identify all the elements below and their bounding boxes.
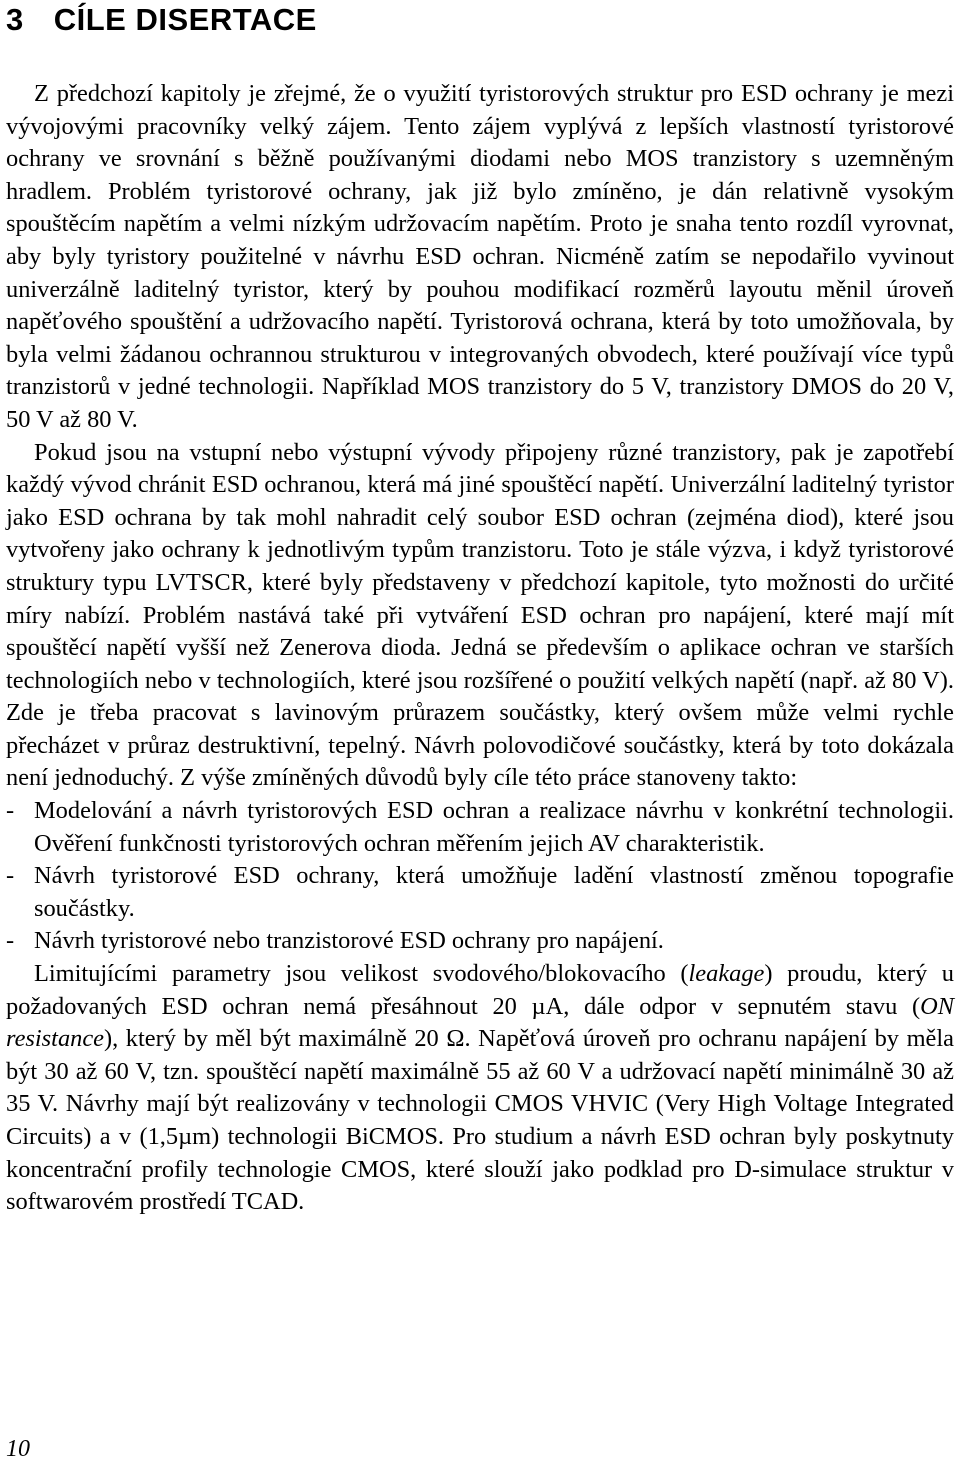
list-dash: - (6, 797, 15, 825)
parameters-text-c: ), který by měl být maximálně 20 Ω. Napěťová úroveň pro ochranu napájení by měla být 30 až 60 V, tzn. spouštěcí napětí maximálně 55 až 60 V a udržovací napětí minimálně 30 až 35 V. Návrhy mají být realizovány v technologii CMOS VHVIC (Very High Voltage Integrated Circuits) a v (1,5µm) technologii BiCMOS. Pro studium a návrh ESD ochran byly poskytnuty koncentrační profily technologie CMOS, které slouží jako podklad pro D-simulace struktur v softwarovém prostředí TCAD. (6, 1025, 954, 1216)
chapter-number: 3 (6, 2, 24, 37)
goal-item-text: Návrh tyristorové nebo tranzistorové ESD ochrany pro napájení. (34, 927, 664, 955)
page-number: 10 (6, 1436, 30, 1462)
body-text (6, 78, 954, 1219)
paragraph-intro: Z předchozí kapitoly je zřejmé, že o využití tyristorových struktur pro ESD ochrany je mezi vývojovými pracovníky velký zájem. Tento zájem vyplývá z lepších vlastností tyristorové ochrany ve srovnání s běžně používanými diodami nebo MOS tranzistory s uzemněným hradlem. Problém tyristorové ochrany, jak již bylo zmíněno, je dán relativně vysokým spouštěcím napětím a velmi nízkým udržovacím napětím. Proto je snaha tento rozdíl vyrovnat, aby byly tyristory použitelné v návrhu ESD ochran. Nicméně zatím se nepodařilo vyvinout univerzálně laditelný tyristor, který by pouhou modifikací rozměrů layoutu měnil úroveň napěťového spouštění a udržovacího napětí. Tyristorová ochrana, která by toto umožňovala, by byla velmi žádanou ochrannou strukturou v integrovaných obvodech, které používají více typů tranzistorů v jedné technologii. Například MOS tranzistory do 5 V, tranzistory DMOS do 20 V, 50 V až 80 V. (6, 80, 954, 433)
goal-item (6, 860, 954, 925)
goal-item-text: Modelování a návrh tyristorových ESD ochran a realizace návrhu v konkrétní technologii. Ověření funkčnosti tyristorových ochran měřením jejich AV charakteristik. (34, 797, 954, 857)
list-dash: - (6, 862, 15, 890)
chapter-title: CÍLE DISERTACE (53, 2, 317, 37)
list-dash: - (6, 927, 15, 955)
goal-item (6, 795, 954, 860)
goal-item (6, 925, 954, 958)
chapter-heading (6, 2, 317, 38)
parameters-text-a: Limitujícími parametry jsou velikost svodového/blokovacího ( (34, 960, 689, 988)
parameters-text-b: ) proudu, který u požadovaných ESD ochran nemá přesáhnout 20 µA, dále odpor v sepnutém stavu ( (6, 960, 954, 1020)
paragraph-goals-intro: Pokud jsou na vstupní nebo výstupní vývody připojeny různé tranzistory, pak je zapotřebí každý vývod chránit ESD ochranou, která má jiné spouštěcí napětí. Univerzální laditelný tyristor jako ESD ochrana by tak mohl nahradit celý soubor ESD ochran (zejména diod), které jsou vytvořeny jako ochrany k jednotlivým typům tranzistoru. Toto je stále výzva, i když tyristorové struktury typu LVTSCR, které byly představeny v předchozí kapitole, tyto možnosti do určité míry nabízí. Problém nastává také při vytváření ESD ochran pro napájení, které mají mít spouštěcí napětí vyšší než Zenerova dioda. Jedná se především o aplikace ochran ve starších technologiích nebo v technologiích, které jsou rozšířené o použití velkých napětí (např. až 80 V). Zde je třeba pracovat s lavinovým průrazem součástky, který ovšem může velmi rychle přecházet v průraz destruktivní, tepelný. Návrh polovodičové součástky, která by toto dokázala není jednoduchý. Z výše zmíněných důvodů byly cíle této práce stanoveny takto: (6, 438, 954, 792)
term-on-resistance: ON resistance (6, 992, 954, 1053)
paragraph-parameters (6, 958, 954, 1219)
goal-item-text: Návrh tyristorové ESD ochrany, která umožňuje ladění vlastností změnou topografie součástky. (34, 862, 954, 922)
goals-list (6, 795, 954, 958)
term-leakage: leakage (688, 960, 765, 988)
